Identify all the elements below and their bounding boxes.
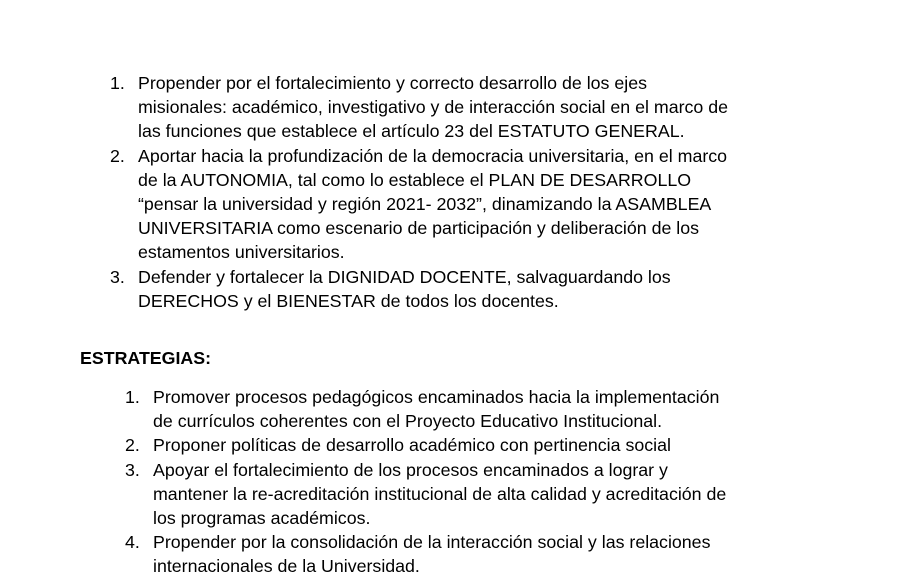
strategies-list: [125, 385, 895, 579]
item-text-line: internacionales de la Universidad.: [153, 556, 420, 577]
item-text-line: estamentos universitarios.: [138, 242, 345, 263]
item-text-line: los programas académicos.: [153, 508, 371, 529]
item-text-line: Propender por la consolidación de la interacción social y las relaciones: [153, 532, 711, 553]
item-number: 4.: [125, 532, 140, 553]
item-number: 2.: [125, 435, 140, 456]
list-item: [125, 458, 895, 531]
item-text-line: Promover procesos pedagógicos encaminados hacia la implementación: [153, 387, 720, 407]
item-text-line: Proponer políticas de desarrollo académico con pertinencia social: [153, 435, 671, 456]
item-text-line: de la AUTONOMIA, tal como lo establece el PLAN DE DESARROLLO: [138, 169, 692, 190]
list-item: [125, 530, 895, 578]
item-text-line: DERECHOS y el BIENESTAR de todos los docentes.: [138, 290, 559, 311]
objectives-list: [110, 71, 890, 313]
item-text-line: mantener la re-acreditación institucional de alta calidad y acreditación de: [153, 483, 727, 504]
item-text-line: Propender por el fortalecimiento y correcto desarrollo de los ejes: [138, 73, 647, 93]
item-text-line: las funciones que establece el artículo 23 del ESTATUTO GENERAL.: [138, 121, 685, 142]
list-item: [110, 71, 890, 144]
item-text-line: Defender y fortalecer la DIGNIDAD DOCENTE, salvaguardando los: [138, 266, 671, 287]
item-number: 1.: [125, 387, 140, 407]
list-item: [125, 433, 895, 457]
item-text-line: “pensar la universidad y región 2021- 2032”, dinamizando la ASAMBLEA: [138, 194, 712, 215]
item-number: 2.: [110, 145, 125, 166]
strategies-heading: ESTRATEGIAS:: [80, 348, 212, 368]
item-text-line: de currículos coherentes con el Proyecto Educativo Institucional.: [153, 411, 663, 432]
item-text-line: misionales: académico, investigativo y de interacción social en el marco de: [138, 97, 729, 118]
item-number: 3.: [125, 459, 140, 480]
item-text-line: UNIVERSITARIA como escenario de participación y deliberación de los: [138, 218, 700, 239]
list-item: [110, 265, 890, 313]
item-text-line: Aportar hacia la profundización de la democracia universitaria, en el marco: [138, 145, 728, 166]
item-number: 3.: [110, 266, 125, 287]
item-text-line: Apoyar el fortalecimiento de los procesos encaminados a lograr y: [153, 459, 668, 480]
item-number: 1.: [110, 73, 125, 93]
list-item: [125, 385, 895, 433]
list-item: [110, 144, 890, 265]
